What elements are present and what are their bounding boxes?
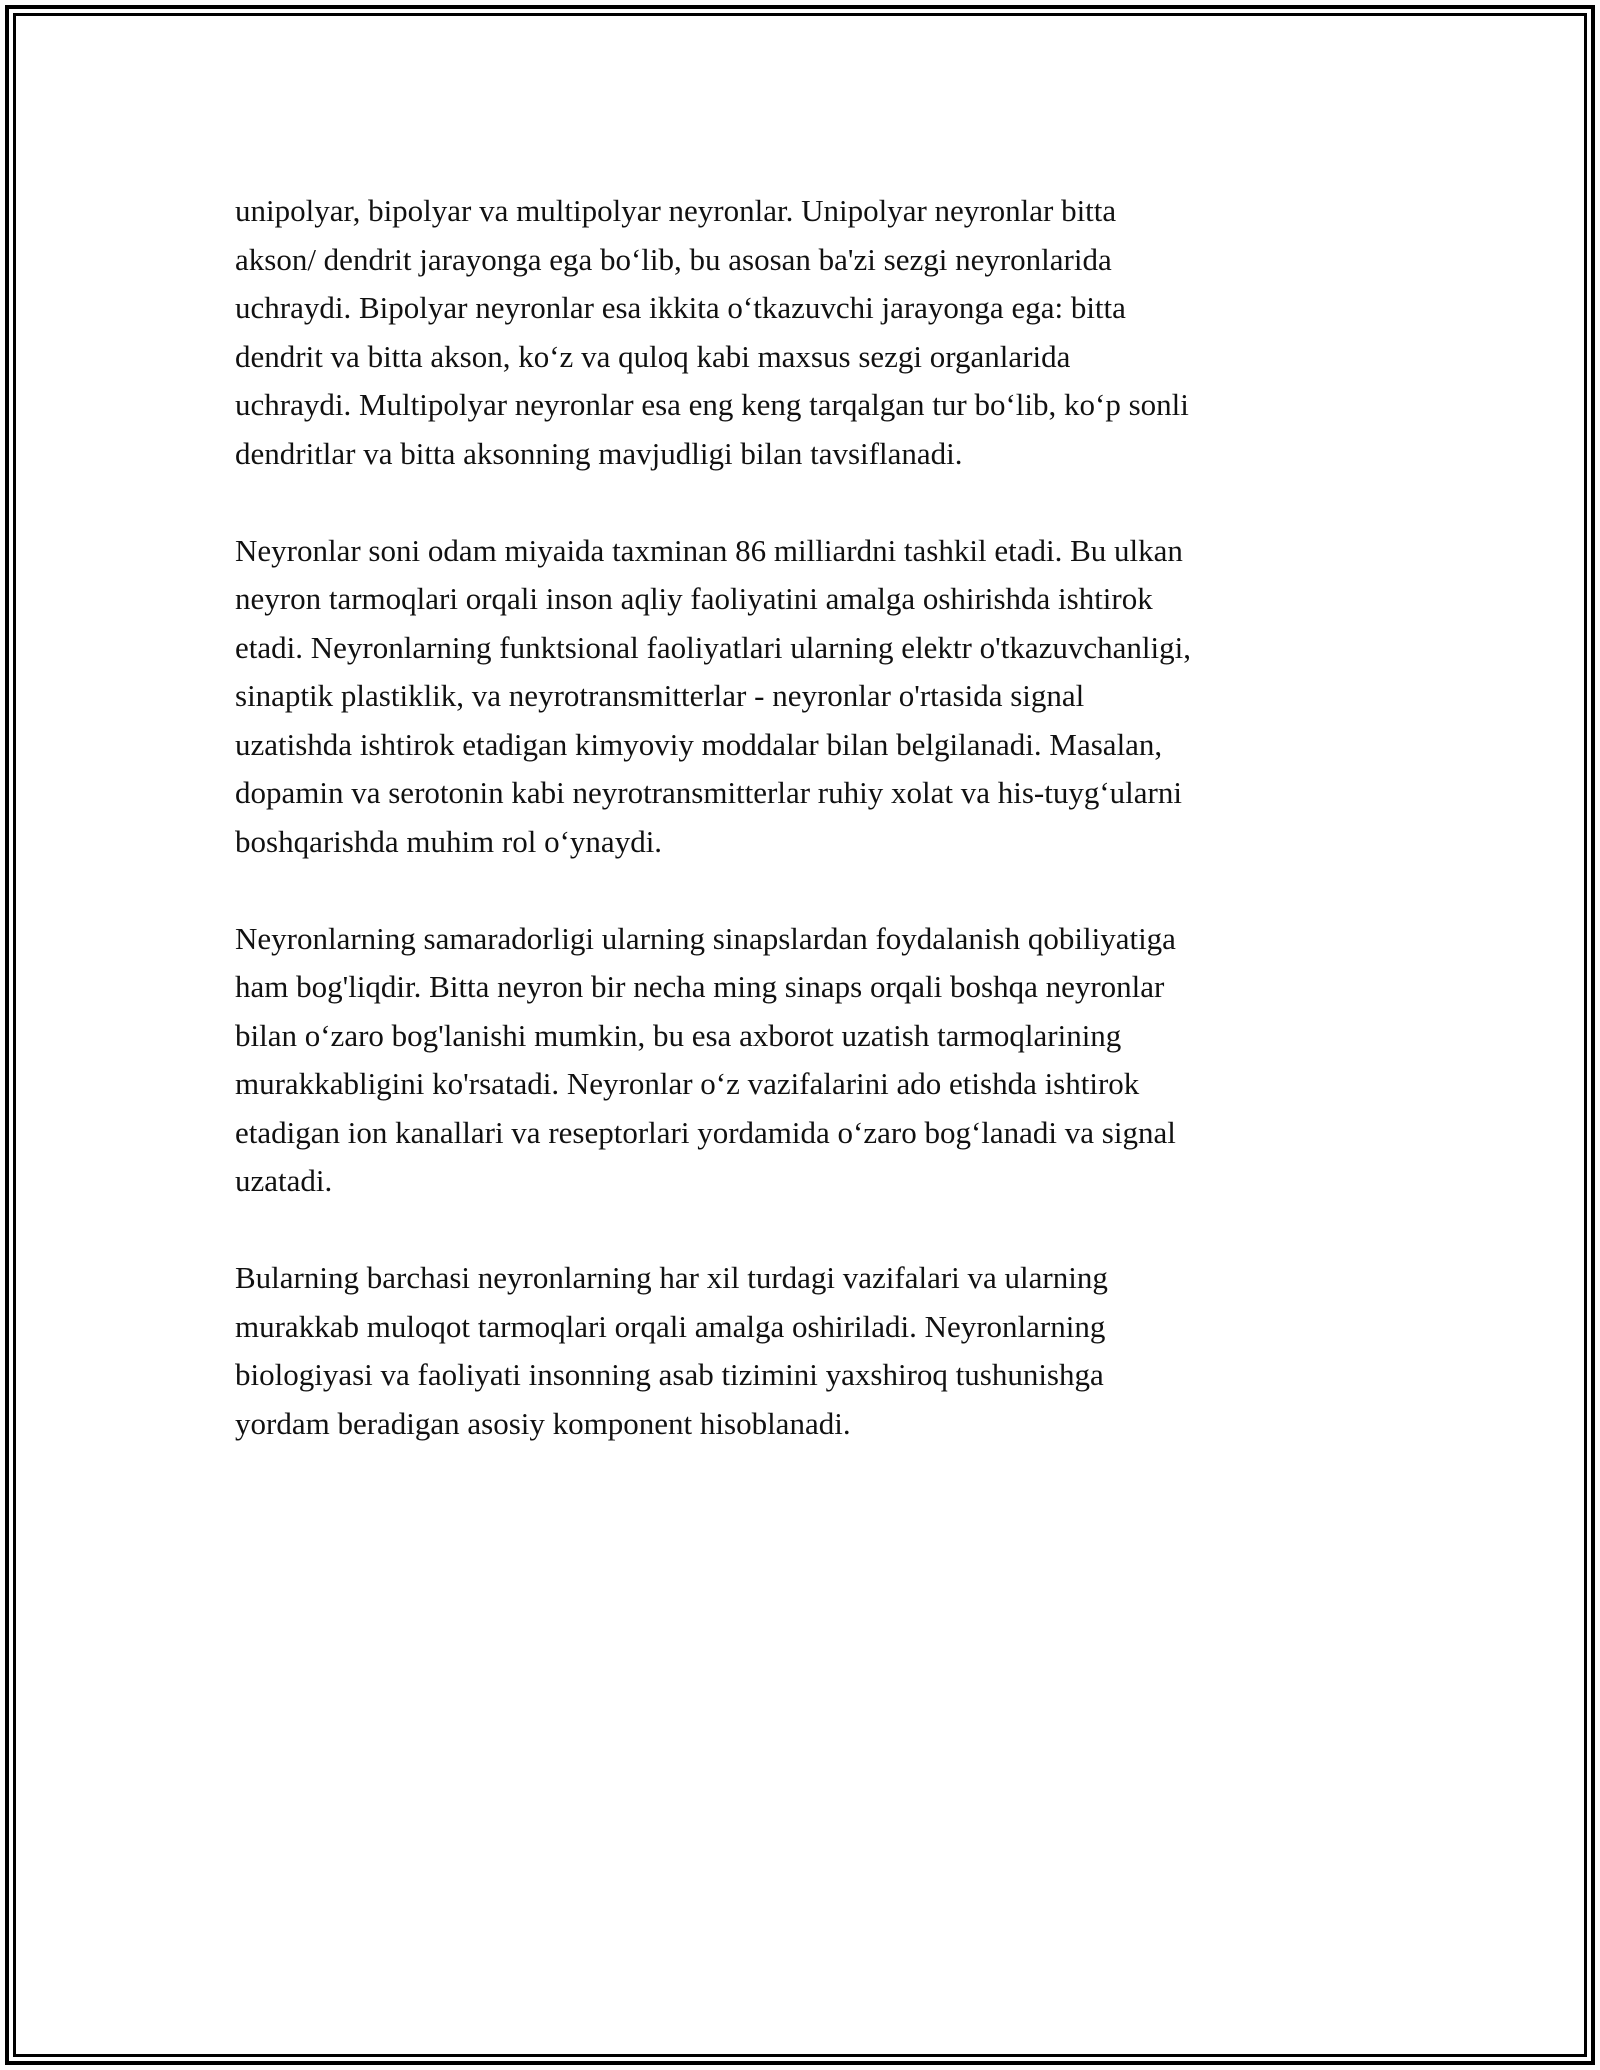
paragraph-neuron-synapses: Neyronlarning samaradorligi ularning sinapslardan foydalanish qobiliyatiga ham bog'liqdir. Bitta neyron bir necha ming sinaps orqali boshqa neyronlar bilan o‘zaro bog'lanishi mumkin, bu esa axborot uzatish tarmoqlarining murakkabligini ko'rsatadi. Neyronlar o‘z vazifalarini ado etishda ishtirok etadigan ion kanallari va reseptorlari yordamida o‘zaro bog‘lanadi va signal uzatadi. [235,920,1176,1198]
paragraph-neuron-types: unipolyar, bipolyar va multipolyar neyronlar. Unipolyar neyronlar bitta akson/ dendrit jarayonga ega bo‘lib, bu asosan ba'zi sezgi neyronlarida uchraydi. Bipolyar neyronlar esa ikkita o‘tkazuvchi jarayonga ega: bitta dendrit va bitta akson, ko‘z va quloq kabi maxsus sezgi organlarida uchraydi. Multipolyar neyronlar esa eng keng tarqalgan tur bo‘lib, ko‘p sonli dendritlar va bitta aksonning mavjudligi bilan tavsiflanadi. [235,193,1189,471]
paragraph-neuron-count: Neyronlar soni odam miyaida taxminan 86 milliardni tashkil etadi. Bu ulkan neyron tarmoqlari orqali inson aqliy faoliyatini amalga oshirishda ishtirok etadi. Neyronlarning funktsional faoliyatlari ularning elektr o'tkazuvchanligi, sinaptik plastiklik, va neyrotransmitterlar - neyronlar o'rtasida signal uzatishda ishtirok etadigan kimyoviy moddalar bilan belgilanadi. Masalan, dopamin va serotonin kabi neyrotransmitterlar ruhiy xolat va his-tuyg‘ularni boshqarishda muhim rol o‘ynaydi. [235,532,1191,859]
document-body [235,187,1375,1497]
paragraph-conclusion: Bularning barchasi neyronlarning har xil turdagi vazifalari va ularning murakkab muloqot tarmoqlari orqali amalga oshiriladi. Neyronlarning biologiyasi va faoliyati insonning asab tizimini yaxshiroq tushunishga yordam beradigan asosiy komponent hisoblanadi. [235,1260,1108,1441]
